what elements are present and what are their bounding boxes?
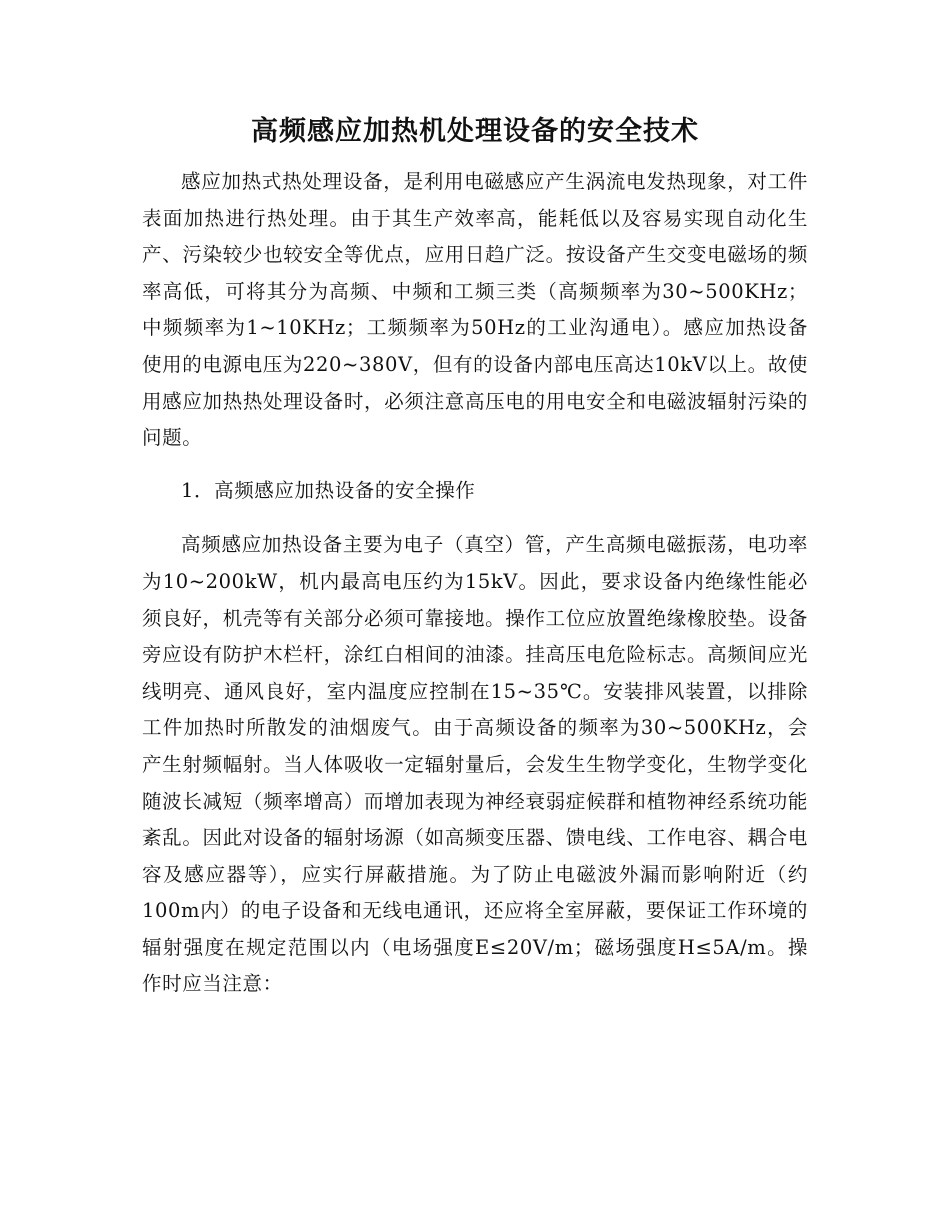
intro-paragraph: 感应加热式热处理设备，是利用电磁感应产生涡流电发热现象，对工件表面加热进行热处理。由于其生产效率高，能耗低以及容易实现自动化生产、污染较少也较安全等优点，应用日趋广泛。按设备产生交变电磁场的频率高低，可将其分为高频、中频和工频三类（高频频率为30~500KHz；中频频率为1~10KHz；工频频率为50Hz的工业沟通电）。感应加热设备使用的电源电压为220~380V，但有的设备内部电压高达10kV以上。故使用感应加热热处理设备时，必须注意高压电的用电安全和电磁波辐射污染的问题。 <box>142 170 808 450</box>
document-page <box>142 112 808 1003</box>
section-1-heading: 1．高频感应加热设备的安全操作 <box>181 478 476 502</box>
section-1-paragraph: 高频感应加热设备主要为电子（真空）管，产生高频电磁振荡，电功率为10~200kW，机内最高电压约为15kV。因此，要求设备内绝缘性能必须良好，机壳等有关部分必须可靠接地。操作工位应放置绝缘橡胶垫。设备旁应设有防护木栏杆，涂红白相间的油漆。挂高压电危险标志。高频间应光线明亮、通风良好，室内温度应控制在15~35℃。安装排风装置，以排除工件加热时所散发的油烟废气。由于高频设备的频率为30~500KHz，会产生射频幅射。当人体吸收一定辐射量后，会发生生物学变化，生物学变化随波长减短（频率增高）而增加表现为神经衰弱症候群和植物神经系统功能紊乱。因此对设备的辐射场源（如高频变压器、馈电线、工作电容、耦合电容及感应器等），应实行屏蔽措施。为了防止电磁波外漏而影响附近（约100m内）的电子设备和无线电通讯，还应将全室屏蔽，要保证工作环境的辐射强度在规定范围以内（电场强度E≤20V/m；磁场强度H≤5A/m。操作时应当注意： <box>142 533 808 996</box>
document-title: 高频感应加热机处理设备的安全技术 <box>251 116 699 147</box>
